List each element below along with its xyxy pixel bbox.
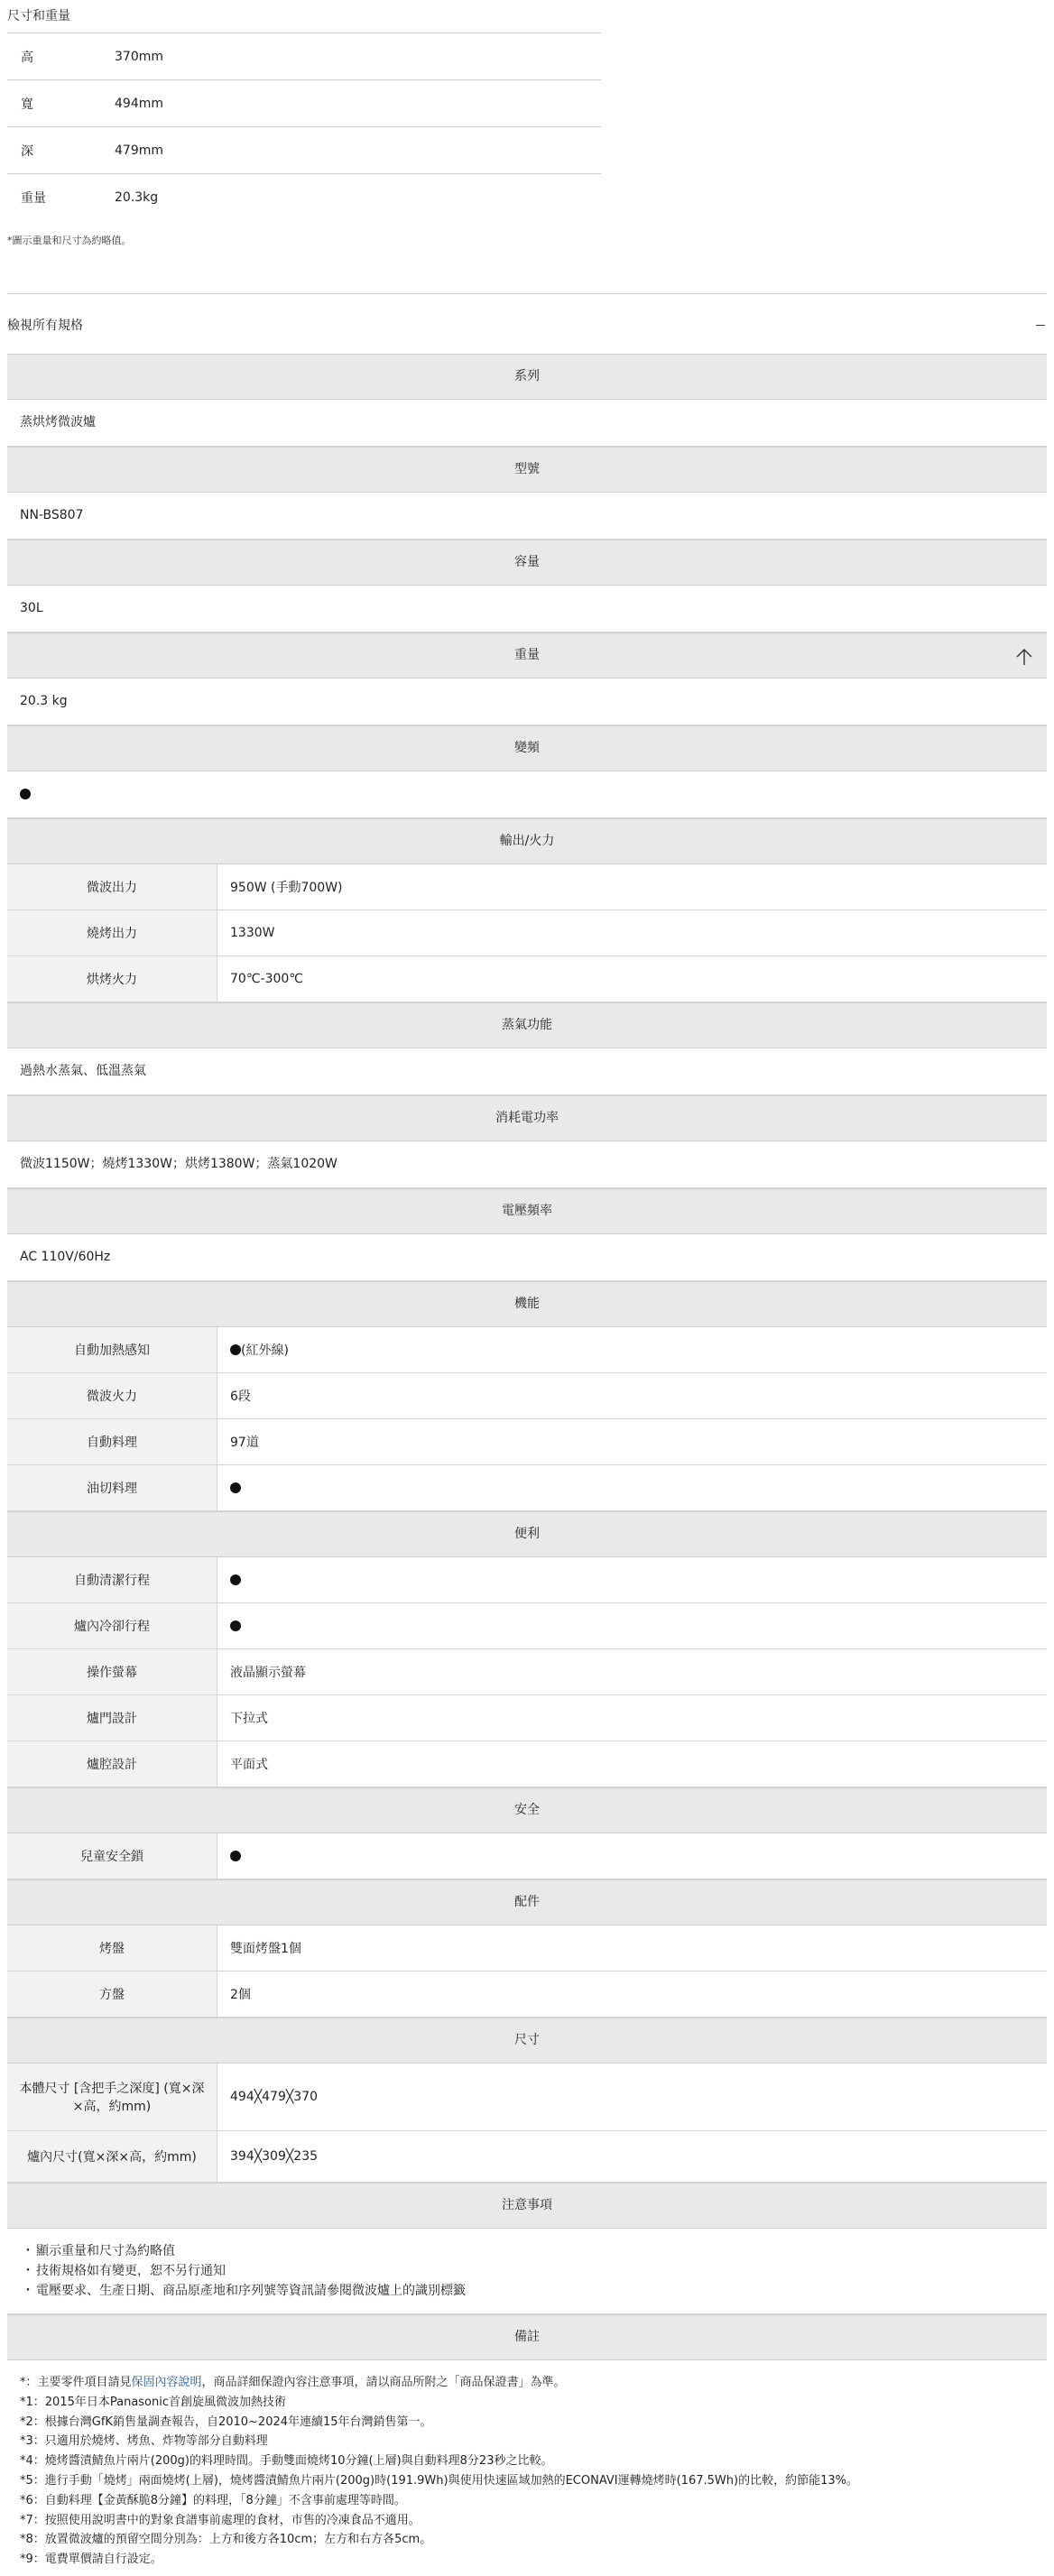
spec-value: 20.3 kg [7,679,1047,725]
warranty-link[interactable]: 保固內容說明 [131,2376,202,2389]
spec-value: 97道 [230,1436,259,1450]
notice-list [7,2229,1047,2314]
dimension-row [7,32,601,79]
spec-value [217,1465,1047,1510]
list-item: *6：自動料理【金黃酥脆8分鐘】的料理，「8分鐘」不含事前處理等時間。 [20,2493,406,2507]
spec-value: NN-BS807 [7,493,1047,540]
remark-text: *：主要零件項目請見 [20,2376,132,2389]
spec-value: 液晶顯示螢幕 [230,1666,306,1680]
spec-row [7,1833,1047,1879]
all-specs-toggle[interactable] [7,311,1047,338]
spec-label: 爐門設計 [7,1695,217,1740]
spec-value-text: (紅外線) [241,1343,289,1358]
list-item [22,2261,1047,2281]
spec-row [7,1649,1047,1695]
dimension-value: 479mm [115,143,163,158]
list-item: *2：根據台灣GfK銷售量調查報告，自2010~2024年連續15年台灣銷售第一。 [20,2414,432,2429]
spec-value-dot [7,771,1047,818]
spec-row [7,956,1047,1002]
dimensions-section [7,0,601,247]
spec-label: 油切料理 [7,1465,217,1510]
spec-section-header: 安全 [7,1787,1047,1833]
spec-value [217,1603,1047,1648]
spec-value: 平面式 [230,1758,268,1772]
spec-value: 2個 [230,1988,251,2002]
spec-value: 70℃-300℃ [230,972,304,986]
spec-section-title: 重量 [514,648,540,662]
list-item [22,2241,1047,2261]
dimension-label: 高 [21,50,33,65]
spec-section-header: 備註 [7,2314,1047,2360]
spec-row [7,1603,1047,1649]
spec-value: 微波1150W；燒烤1330W；烘烤1380W；蒸氣1020W [7,1141,1047,1188]
spec-row [7,1327,1047,1373]
spec-label: 本體尺寸 [含把手之深度] (寬×深×高，約mm) [7,2064,217,2130]
filled-dot-icon [230,1620,241,1631]
spec-label: 自動清潔行程 [7,1557,217,1602]
list-item: *8：放置微波爐的預留空間分別為：上方和後方各10cm；左方和右方各5cm。 [20,2533,432,2547]
spec-row [7,1971,1047,2017]
spec-label: 自動料理 [7,1419,217,1464]
specs-table [7,354,1047,2570]
spec-label: 烤盤 [7,1925,217,1971]
spec-section-header: 系列 [7,354,1047,400]
spec-value: 30L [7,586,1047,632]
list-item: *4：燒烤醬漬鯖魚片兩片(200g)的料理時間。手動雙面燒烤10分鐘(上層)與自動料理8分23秒之比較。 [20,2454,553,2469]
filled-dot-icon [230,1344,241,1355]
spec-row [7,1373,1047,1419]
spec-value: 蒸烘烤微波爐 [7,400,1047,447]
spec-row [7,1741,1047,1787]
spec-label: 烘烤火力 [7,956,217,1002]
spec-label: 爐內冷卻行程 [7,1603,217,1648]
spec-row [7,1925,1047,1971]
dimension-row [7,79,601,126]
spec-label: 燒烤出力 [7,910,217,956]
spec-row [7,2064,1047,2131]
dimensions-note: *圖示重量和尺寸為約略值。 [7,235,132,246]
list-item: *7：按照使用說明書中的對象食譜事前處理的食材，市售的冷凍食品不適用。 [20,2513,421,2527]
dimension-label: 重量 [21,190,46,206]
filled-dot-icon [230,1574,241,1585]
spec-row [7,1557,1047,1603]
spec-section-header: 變頻 [7,725,1047,771]
spec-section-header: 注意事項 [7,2183,1047,2229]
remark-text: ，商品詳細保證內容注意事項，請以商品所附之「商品保證書」為準。 [201,2376,566,2389]
remarks-list [7,2360,1047,2570]
spec-label: 微波火力 [7,1373,217,1418]
filled-dot-icon [230,1482,241,1493]
notice-text: 顯示重量和尺寸為約略值 [36,2244,175,2258]
spec-section-header: 尺寸 [7,2017,1047,2064]
dimension-row [7,126,601,173]
filled-dot-icon [20,789,31,799]
spec-value: 下拉式 [230,1712,268,1726]
spec-row [7,864,1047,910]
spec-section-header: 消耗電功率 [7,1095,1047,1141]
dimension-value: 20.3kg [115,189,159,205]
arrow-up-icon[interactable] [1014,648,1034,666]
bullet: ・ [22,2264,34,2278]
spec-label: 操作螢幕 [7,1649,217,1694]
spec-row [7,910,1047,956]
minus-icon[interactable] [1036,325,1045,326]
spec-label: 爐腔設計 [7,1741,217,1787]
spec-label: 自動加熱感知 [7,1327,217,1372]
bullet: ・ [22,2244,34,2258]
dimension-value: 370mm [115,49,163,64]
spec-row [7,1695,1047,1741]
spec-value: 494╳479╳370 [230,2090,319,2104]
notice-text: 技術規格如有變更，恕不另行通知 [36,2264,226,2278]
all-specs-title: 檢視所有規格 [7,319,83,333]
list-item [20,2373,1047,2393]
spec-section-header: 容量 [7,540,1047,586]
spec-row [7,1419,1047,1465]
spec-section-header: 配件 [7,1879,1047,1925]
list-item [22,2281,1047,2301]
dimension-label: 寬 [21,97,33,112]
notice-text: 電壓要求、生產日期、商品原產地和序列號等資訊請參閱微波爐上的識別標籤 [36,2284,466,2298]
spec-value [217,1833,1047,1879]
dimension-row [7,173,601,220]
spec-value [217,1327,1047,1372]
spec-label: 爐內尺寸(寬×深×高，約mm) [7,2131,217,2182]
spec-row [7,1465,1047,1511]
spec-value: 過熱水蒸氣、低溫蒸氣 [7,1048,1047,1095]
spec-label: 兒童安全鎖 [7,1833,217,1879]
list-item: *3：只適用於燒烤、烤魚、炸物等部分自動料理 [20,2434,268,2449]
dimensions-title: 尺寸和重量 [7,9,70,23]
list-item: *5：進行手動「燒烤」兩面燒烤(上層)，燒烤醬漬鯖魚片兩片(200g)時(191.9Wh)與使用快速區域加熱的ECONAVI運轉燒烤時(167.5Wh)的比較，約節能13%。 [20,2473,858,2488]
spec-value: 950W (手動700W) [230,881,343,895]
spec-value: AC 110V/60Hz [7,1234,1047,1281]
list-item: *1：2015年日本Panasonic首創旋風微波加熱技術 [20,2395,287,2409]
spec-row [7,2131,1047,2183]
spec-value: 394╳309╳235 [230,2149,319,2164]
dimension-value: 494mm [115,96,163,111]
section-divider [7,293,1047,294]
spec-value: 雙面烤盤1個 [230,1942,301,1956]
spec-section-header: 輸出/火力 [7,818,1047,864]
bullet: ・ [22,2284,34,2298]
spec-section-header-weight [7,632,1047,679]
spec-section-header: 蒸氣功能 [7,1002,1047,1048]
spec-section-header: 電壓頻率 [7,1188,1047,1234]
spec-value: 1330W [230,926,275,940]
spec-value: 6段 [230,1390,251,1404]
spec-section-header: 便利 [7,1511,1047,1557]
spec-value [217,1557,1047,1602]
spec-label: 微波出力 [7,864,217,909]
spec-section-header: 機能 [7,1281,1047,1327]
list-item: *9：電費單價請自行設定。 [20,2553,162,2567]
spec-section-header: 型號 [7,447,1047,493]
filled-dot-icon [230,1851,241,1861]
spec-label: 方盤 [7,1971,217,2017]
dimension-label: 深 [21,143,33,159]
